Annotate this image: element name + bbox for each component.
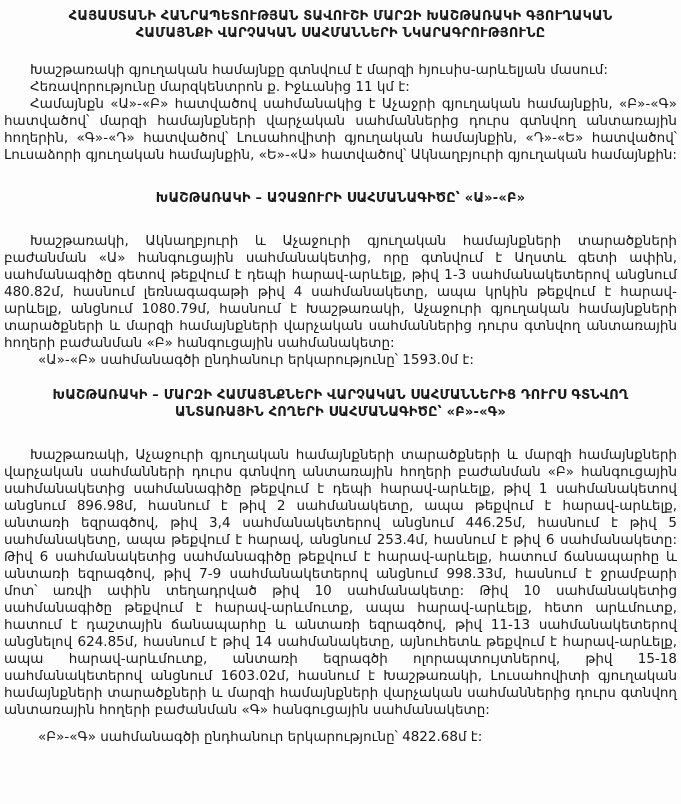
- section-ab-heading: ԽԱՇԹԱՌԱԿԻ – ԱՉԱՋՈՒՐԻ ՍԱՀՄԱՆԱԳԻԾԸ՝ «Ա»-«Բ»: [155, 191, 526, 206]
- section-bg-total-length: «Բ»-«Գ» սահմանագծի ընդհանուր երկարությունը՝ 4822.68մ է:: [38, 729, 483, 745]
- document-title: ՀԱՅԱՍՏԱՆԻ ՀԱՆՐԱՊԵՏՈՒԹՅԱՆ ՏԱՎՈՒՇԻ ՄԱՐԶԻ ԽԱՇԹԱՌԱԿԻ ԳՅՈՒՂԱԿԱՆ ՀԱՄԱՅՆՔԻ ՎԱՐՉԱԿԱՆ ՍԱՀՄԱՆՆԵՐԻ ՆԿԱՐԱԳՐՈՒԹՅՈՒՆԸ: [68, 9, 613, 41]
- intro-distance-line: Հեռավորությունը մարզկենտրոն ք. Իջևանից 11 կմ է:: [30, 79, 410, 95]
- section-bg-body: Խաշթառակի, Աչաջուրի գյուղական համայնքների տարածքների և մարզի համայնքների վարչական սահմանների դուրս գտնվող անտառային հողերի բաժանման «Բ» հանգուցային սահմանակետից սահմանագիծը թեքվում է դեպի հարավ-արևելք, թիվ 1 սահմանակետով անցնում 896.98մ, հասնում է թիվ 2 սահմանակետը, ապա թեքվում է հարավ-արևելք, անտառի եզրագծով, թիվ 3,4 սահմանակետերով անցնում 446.25մ, հասնում է թիվ 5 սահմանակետը, ապա թեքվում է հարավ, անցնում 253.4մ, հասնում է թիվ 6 սահմանակետը: Թիվ 6 սահմանակետից սահմանագիծը թեքվում է հարավ-արևելք, հատում ճանապարհը և անտառի եզրագծով, թիվ 7-9 սահմանակետերով անցնում 998.33մ, հասնում է ջրամբարի մոտ՝ առվի ափին տեղադրված թիվ 10 սահմանակետը: Թիվ 10 սահմանակետից սահմանագիծը թեքվում է հարավ-արևմուտք, ապա հարավ-արևելք, հետո արևմուտք, հատում է դաշտային ճանապարհը և անտառի եզրագծով, թիվ 11-13 սահմանակետերով անցնելով 624.85մ, հասնում է թիվ 14 սահմանակետը, այնուհետև թեքվում է հարավ-արևելք, ապա հարավ-արևմուտք, անտառի եզրագծի ոլորապտույտներով, թիվ 15-18 սահմանակետերով անցնում 1603.02մ, հասնում է Խաշթառակի, Լուսահովիտի գյուղական համայնքների տարածքների և մարզի համայնքների վարչական սահմաններից դուրս գտնվող անտառային հողերի բաժանման «Գ» հանգուցային սահմանակետը:: [4, 447, 677, 718]
- section-bg-heading-line2: ԱՆՏԱՌԱՅԻՆ ՀՈՂԵՐԻ ՍԱՀՄԱՆԱԳԻԾԸ՝ «Բ»-«Գ»: [175, 405, 506, 420]
- adjacency-paragraph: Համայնքն «Ա»-«Բ» հատվածով սահմանակից է Աչաջրի գյուղական համայնքին, «Բ»-«Գ» հատվածով՝ մարզի համայնքների վարչական սահմաններից դուրս գտնվող անտառային հողերին, «Գ»-«Դ» հատվածով՝ Լուսահովիտի գյուղական համայնքին, «Դ»-«Ե» հատվածով՝ Լուսաձորի գյուղական համայնքին, «Ե»-«Ա» հատվածով՝ Ակնաղբյուրի գյուղական համայնքին:: [4, 96, 677, 163]
- section-ab-total-length: «Ա»-«Բ» սահմանագծի ընդհանուր երկարությունը՝ 1593.0մ է:: [38, 352, 474, 368]
- section-ab-body: Խաշթառակի, Ակնաղբյուրի և Աչաջուրի գյուղական համայնքների տարածքների բաժանման «Ա» հանգուցային սահմանակետից, որը գտնվում է Աղստև գետի ափին, սահմանագիծը գետով թեքվում է դեպի հարավ-արևելք, թիվ 1-3 սահմանակետերով անցնում 480.82մ, հասնում լեռնագագաթի թիվ 4 սահմանակետը, ապա կրկին թեքվում է հարավ-արևելք, անցնում 1080.79մ, հասնում է Խաշթառակի, Աչաջուրի գյուղական համայնքների տարածքների և մարզի համայնքների վարչական սահմաններից դուրս գտնվող անտառային հողերի բաժանման «Բ» հանգուցային սահմանակետը:: [4, 233, 677, 351]
- intro-section: [4, 62, 677, 96]
- section-bg-heading: [14, 387, 667, 421]
- section-bg-heading-line1: ԽԱՇԹԱՌԱԿԻ – ՄԱՐԶԻ ՀԱՄԱՅՆՔՆԵՐԻ ՎԱՐՉԱԿԱՆ ՍԱՀՄԱՆՆԵՐԻՑ ԴՈՒՐՍ ԳՏՆՎՈՂ: [52, 388, 629, 403]
- intro-location-line: Խաշթառակի գյուղական համայնքը գտնվում է մարզի հյուսիս-արևելյան մասում:: [30, 62, 608, 78]
